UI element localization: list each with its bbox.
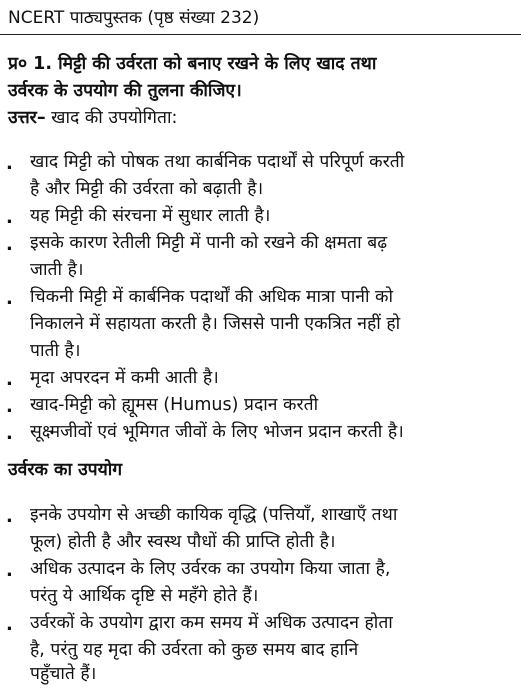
list-item-text: मृदा अपरदन में कमी आती है।: [30, 368, 219, 388]
question-line-2: उर्वरक के उपयोग की तुलना कीजिए।: [8, 81, 242, 101]
header-divider: [0, 34, 521, 35]
answer-intro: खाद की उपयोगिता:: [45, 108, 178, 128]
list-item-text: खाद-मिट्टी को ह्यूमस (Humus) प्रदान करती: [30, 395, 319, 415]
list-item-text: परंतु ये आर्थिक दृष्टि से महँगे होते हैं।: [30, 586, 259, 606]
list-item-text: उर्वरकों के उपयोग द्वारा कम समय में अधिक उत्पादन होता: [30, 613, 393, 633]
list-item-text: इनके उपयोग से अच्छी कायिक वृद्धि (पत्तियाँ, शाखाएँ तथा: [30, 505, 398, 525]
bullet-icon: .: [6, 396, 13, 417]
list-item-text: निकालने में सहायता करती है। जिससे पानी एकत्रित नहीं हो: [30, 314, 401, 334]
bullet-icon: .: [6, 369, 13, 390]
list-item-text: सूक्ष्मजीवों एवं भूमिगत जीवों के लिए भोजन प्रदान करती है।: [30, 422, 404, 442]
list-item-text: पहुँचाते हैं।: [30, 664, 97, 684]
list-item-text: अधिक उत्पादन के लिए उर्वरक का उपयोग किया जाता है,: [30, 559, 391, 579]
bullet-icon: .: [6, 560, 13, 581]
bullet-icon: .: [6, 234, 13, 255]
list-item-text: यह मिट्टी की संरचना में सुधार लाती है।: [30, 206, 271, 226]
bullet-icon: .: [6, 614, 13, 635]
question-line-1: प्र० 1. मिट्टी की उर्वरता को बनाए रखने के लिए खाद तथा: [8, 54, 377, 74]
bullet-icon: .: [6, 207, 13, 228]
list-item-text: इसके कारण रेतीली मिट्टी में पानी को रखने की क्षमता बढ़: [30, 233, 388, 253]
bullet-icon: .: [6, 153, 13, 174]
list-item-text: जाती है।: [30, 260, 84, 280]
list-item-text: पाती है।: [30, 341, 81, 361]
list-item-text: खाद मिट्टी को पोषक तथा कार्बनिक पदार्थों से परिपूर्ण करती: [30, 152, 405, 172]
answer-line: [8, 106, 177, 130]
list-item-text: है और मिट्टी की उर्वरता को बढ़ाती है।: [30, 179, 264, 199]
answer-label: उत्तर–: [8, 108, 46, 128]
bullet-icon: .: [6, 288, 13, 309]
page-header: NCERT पाठ्यपुस्तक (पृष्ठ संख्या 232): [8, 8, 260, 28]
list-item-text: फूल) होती है और स्वस्थ पौधों की प्राप्ति होती है।: [30, 532, 336, 552]
bullet-icon: .: [6, 423, 13, 444]
bullet-icon: .: [6, 506, 13, 527]
list-item-text: चिकनी मिट्टी में कार्बनिक पदार्थों की अधिक मात्रा पानी को: [30, 287, 394, 307]
fertilizer-heading: उर्वरक का उपयोग: [8, 460, 123, 480]
list-item-text: है, परंतु यह मृदा की उर्वरता को कुछ समय बाद हानि: [30, 640, 359, 660]
